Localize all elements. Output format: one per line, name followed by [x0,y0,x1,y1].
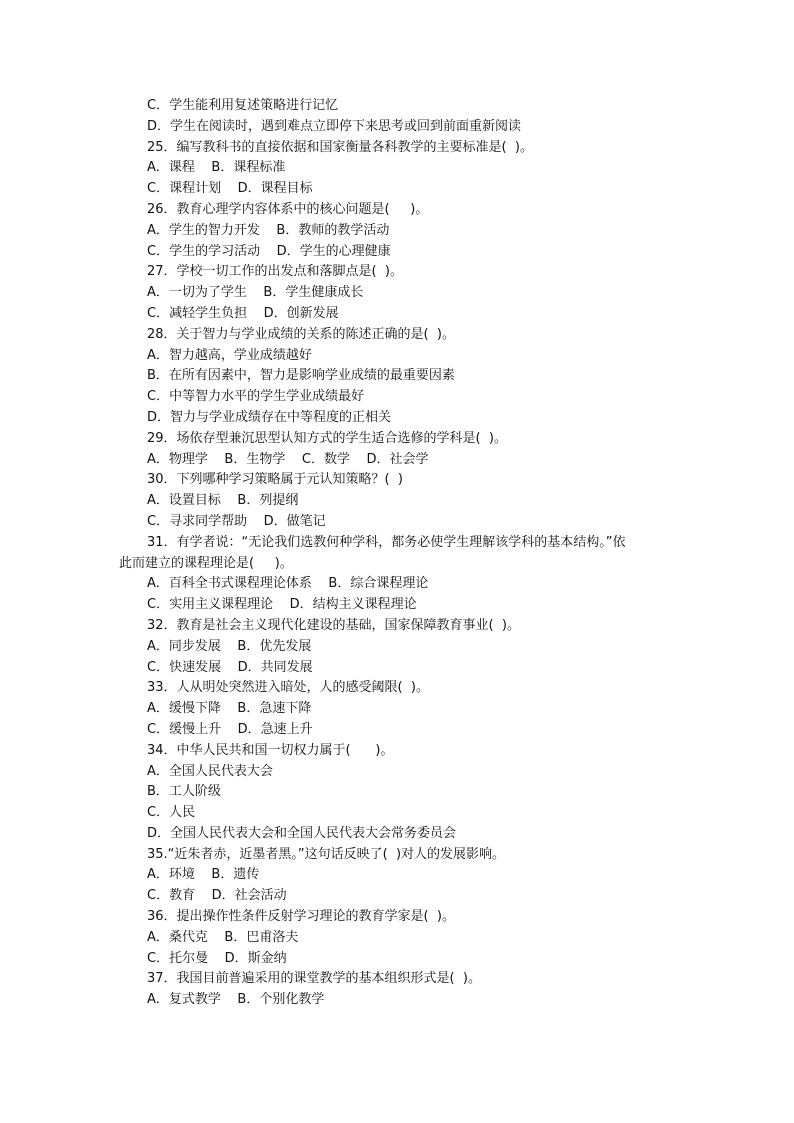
option-line: C．人民 [147,805,196,821]
option-line: D．智力与学业成绩存在中等程度的正相关 [147,409,392,425]
option-line: A．一切为了学生 B．学生健康成长 [147,285,364,301]
question-33: 33．人从明处突然进入暗处，人的感受阈限( )。 [147,680,429,696]
option-line: A．全国人民代表大会 [147,763,273,779]
question-28: 28．关于智力与学业成绩的关系的陈述正确的是( )。 [147,326,455,342]
option-line: C．托尔曼 D．斯金纳 [147,950,287,966]
question-31 [119,533,649,575]
question-26: 26．教育心理学内容体系中的核心问题是( )。 [147,201,429,217]
option-line: A．同步发展 B．优先发展 [147,638,312,654]
option-line: A．物理学 B．生物学 C．数学 D．社会学 [147,451,429,467]
option-line: C．寻求同学帮助 D．做笔记 [147,513,326,529]
text-line: C．学生能利用复述策略进行记忆 [147,98,339,113]
option-line: C．课程计划 D．课程目标 [147,181,313,197]
option-line: C．学生的学习活动 D．学生的心理健康 [147,243,391,259]
question-30: 30．下列哪种学习策略属于元认知策略？( ) [147,472,403,488]
option-line: B．在所有因素中，智力是影响学业成绩的最重要因素 [147,368,455,384]
option-line: A．百科全书式课程理论体系 B．综合课程理论 [147,576,429,592]
option-line: A．课程 B．课程标准 [147,160,286,176]
option-line: A．环境 B．遗传 [147,867,260,883]
option-line: A．桑代克 B．巴甫洛夫 [147,929,299,945]
option-line: A．复式教学 B．个别化教学 [147,992,325,1008]
option-line: A．学生的智力开发 B．教师的教学活动 [147,222,390,238]
question-31-line-2: 此而建立的课程理论是( )。 [119,555,293,571]
question-32: 32．教育是社会主义现代化建设的基础，国家保障教育事业( )。 [147,617,520,633]
option-line: C．缓慢上升 D．急速上升 [147,721,313,737]
option-line: C．实用主义课程理论 D．结构主义课程理论 [147,597,417,613]
question-25: 25．编写教科书的直接依据和国家衡量各科教学的主要标准是( )。 [147,139,533,155]
option-line: C．快速发展 D．共同发展 [147,659,313,675]
option-line: C．减轻学生负担 D．创新发展 [147,305,339,321]
option-line: D．全国人民代表大会和全国人民代表大会常务委员会 [147,825,457,841]
question-35: 35.“近朱者赤，近墨者黑。”这句话反映了( )对人的发展影响。 [147,846,506,862]
question-27: 27．学校一切工作的出发点和落脚点是( )。 [147,264,403,280]
option-line: A．缓慢下降 B．急速下降 [147,701,312,717]
option-line: C．教育 D．社会活动 [147,888,287,904]
option-line: C．中等智力水平的学生学业成绩最好 [147,389,365,405]
question-34: 34．中华人民共和国一切权力属于( )。 [147,742,394,758]
option-line: A．设置目标 B．列提纲 [147,493,299,509]
option-line: B．工人阶级 [147,784,221,800]
question-29: 29．场依存型兼沉思型认知方式的学生适合选修的学科是( )。 [147,430,507,446]
text-line: D．学生在阅读时，遇到难点立即停下来思考或回到前面重新阅读 [147,118,522,134]
question-37: 37．我国目前普遍采用的课堂教学的基本组织形式是( )。 [147,971,481,987]
question-31-line-1: 31．有学者说：“无论我们选教何种学科，都务必使学生理解该学科的基本结构。”依 [147,534,626,550]
question-list [119,96,677,1011]
question-36: 36．提出操作性条件反射学习理论的教育学家是( )。 [147,909,455,925]
option-line: A．智力越高，学业成绩越好 [147,347,312,363]
